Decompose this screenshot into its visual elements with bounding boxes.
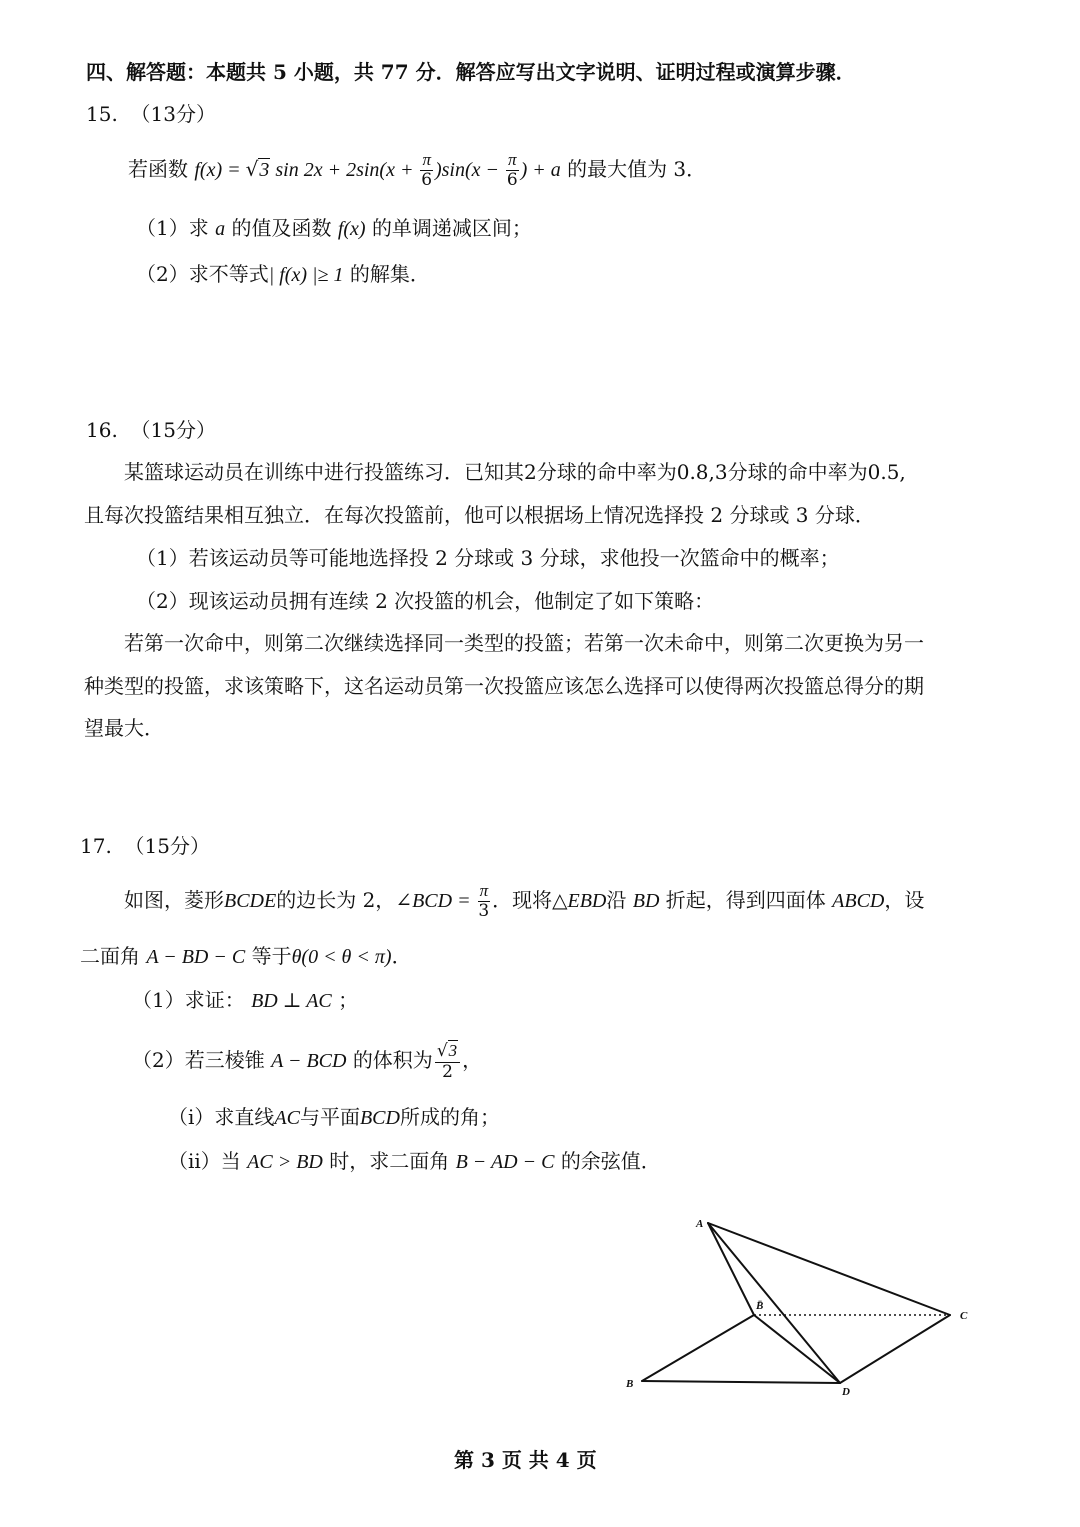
q17-sub1-mid: 与平面 [299,1105,360,1129]
q17-sub1 [168,1107,500,1128]
q17-bd-perp-ac: BD ⊥ AC [251,990,332,1012]
q15-stem: 若函数 f(x) = √3 sin 2x + 2sin(x + $\frac{\pi}{6}$ )sin(x − $\frac{\pi}{6}$ ) + a 的最大值为 3． [128,150,707,190]
page-footer: 第 3 页 共 4 页 [454,1448,597,1472]
q17-sub1-prefix: （i）求直线 [168,1105,275,1129]
q17-heading [80,836,210,856]
q17-a-bd-c: A − BD − C [146,946,246,968]
frac-den: 2 [442,1061,453,1082]
q17-part2-end: ， [462,1048,483,1072]
q17-l1-a: 如图，菱形 [124,888,224,912]
q15-stem-suffix: 的最大值为 3． [567,157,707,181]
q17-l1-c: ．现将△ [492,888,568,912]
q17-sub2-end: 的余弦值． [560,1149,661,1173]
q17-frac-pi-3 [478,882,491,921]
q17-line2 [80,946,412,967]
q15-part1-suffix: 的值及函数 [231,216,332,240]
q17-sub2-prefix: （ii）当 [168,1149,241,1173]
frac-num: π [422,150,431,170]
label-d: D [842,1386,850,1398]
q17-part1-end: ； [338,988,359,1012]
q15-part1-end: 的单调递减区间； [371,216,532,240]
q17-part2-prefix: （2）若三棱锥 [132,1048,265,1072]
q16-line1: 某篮球运动员在训练中进行投篮练习．已知其2分球的命中率为0.8,3分球的命中率为0.5, [124,460,906,484]
edge-ac [708,1223,950,1315]
q16-score: （15分） [130,418,216,442]
q17-theta: θ(0 < θ < π) [291,946,392,968]
q17-b-ad-c: B − AD − C [455,1151,555,1173]
q15-sqrt3: 3 [259,159,270,181]
q17-sub1-end: 所成的角； [399,1105,500,1129]
frac-num: √3 [435,1042,460,1063]
q17-l1-e: 折起，得到四面体 [665,888,826,912]
q15-stem-prefix: 若函数 [128,157,188,181]
q15-part2 [136,264,430,285]
frac-num: π [508,150,517,170]
edge-dc [840,1315,950,1383]
edge-bd [642,1381,840,1383]
q17-l1-f: ，设 [884,888,925,912]
frac-num: π [479,881,489,901]
label-b-hidden: B̄ [756,1300,764,1312]
label-b: B [626,1378,634,1390]
q16-part1: （1）若该运动员等可能地选择投 2 分球或 3 分球，求他投一次篮命中的概率； [136,546,840,570]
q16-heading [86,420,216,440]
q17-l2-b: 等于 [251,944,292,968]
q17-a-bcd: A − BCD [271,1050,347,1072]
frac-den: 6 [421,170,433,190]
label-a: A [696,1218,704,1230]
edge-b-top-b [642,1315,754,1381]
q15-f-def: f(x) = [194,159,246,181]
q15-frac-pi-6-a [420,151,433,190]
q16-line7: 望最大． [84,716,164,740]
q16-line2: 且每次投篮结果相互独立．在每次投篮前，他可以根据场上情况选择投 2 分球或 3 分球． [84,503,875,527]
q17-line1 [124,877,924,924]
q15-frac-pi-6-b [506,151,519,190]
label-c: C [960,1310,968,1322]
q16-line6: 种类型的投篮，求该策略下，这名运动员第一次投篮应该怎么选择可以使得两次投篮总得分的期 [84,674,924,698]
q17-bcd: BCD [359,1107,400,1129]
q17-number: 17. [80,834,112,858]
q17-score: （15分） [124,834,210,858]
q15-part1 [136,218,532,239]
q17-part1 [132,990,358,1011]
q17-sub2 [168,1151,661,1172]
edge-ad [708,1223,840,1383]
q17-l2-c: ． [391,944,412,968]
q16-line5: 若第一次命中，则第二次继续选择同一类型的投篮；若第一次未命中，则第二次更换为另一 [124,631,924,655]
q17-l1-d: 沿 [606,888,627,912]
q17-l1-b: 的边长为 2， [276,888,396,912]
q17-abcd: ABCD [832,890,885,912]
q16-part2: （2）现该运动员拥有连续 2 次投篮的机会，他制定了如下策略： [136,589,715,613]
frac-den: 6 [506,170,518,190]
section-header: 四、解答题：本题共 5 小题，共 77 分．解答应写出文字说明、证明过程或演算步骤． [86,60,856,84]
q15-part2-prefix: （2）求不等式 [136,262,269,286]
q17-ac-gt-bd: AC > BD [247,1151,323,1173]
q15-heading [86,104,216,124]
q17-angle-bcd: ∠BCD = [395,890,476,912]
q16-number: 16. [86,418,118,442]
q17-part1-prefix: （1）求证： [132,988,245,1012]
frac-sqrt3: 3 [448,1040,458,1060]
q15-part1-a: a [215,218,226,240]
q17-frac-sqrt3-2 [435,1042,460,1082]
q15-part2-ineq: | f(x) |≥ 1 [268,264,344,286]
q15-part1-prefix: （1）求 [136,216,209,240]
q17-ac: AC [274,1107,300,1129]
tetrahedron-figure [612,1205,982,1405]
q17-bcde: BCDE [224,890,277,912]
q17-part2 [132,1034,482,1087]
q17-l2-a: 二面角 [80,944,140,968]
q15-part1-fx: f(x) [337,218,366,240]
q17-sub2-mid: 时，求二面角 [329,1149,450,1173]
q15-number: 15. [86,102,118,126]
q15-plus-a: ) + a [520,159,561,181]
q17-ebd: EBD [567,890,607,912]
q15-part2-suffix: 的解集． [349,262,430,286]
edge-b-top-d [754,1315,840,1383]
q17-bd: BD [632,890,660,912]
q15-score: （13分） [130,102,216,126]
q15-mid-part: )sin(x − [434,159,505,181]
q17-part2-mid: 的体积为 [352,1048,433,1072]
q15-sin-part: sin 2x + 2sin(x + [270,159,419,181]
frac-den: 3 [478,901,490,921]
